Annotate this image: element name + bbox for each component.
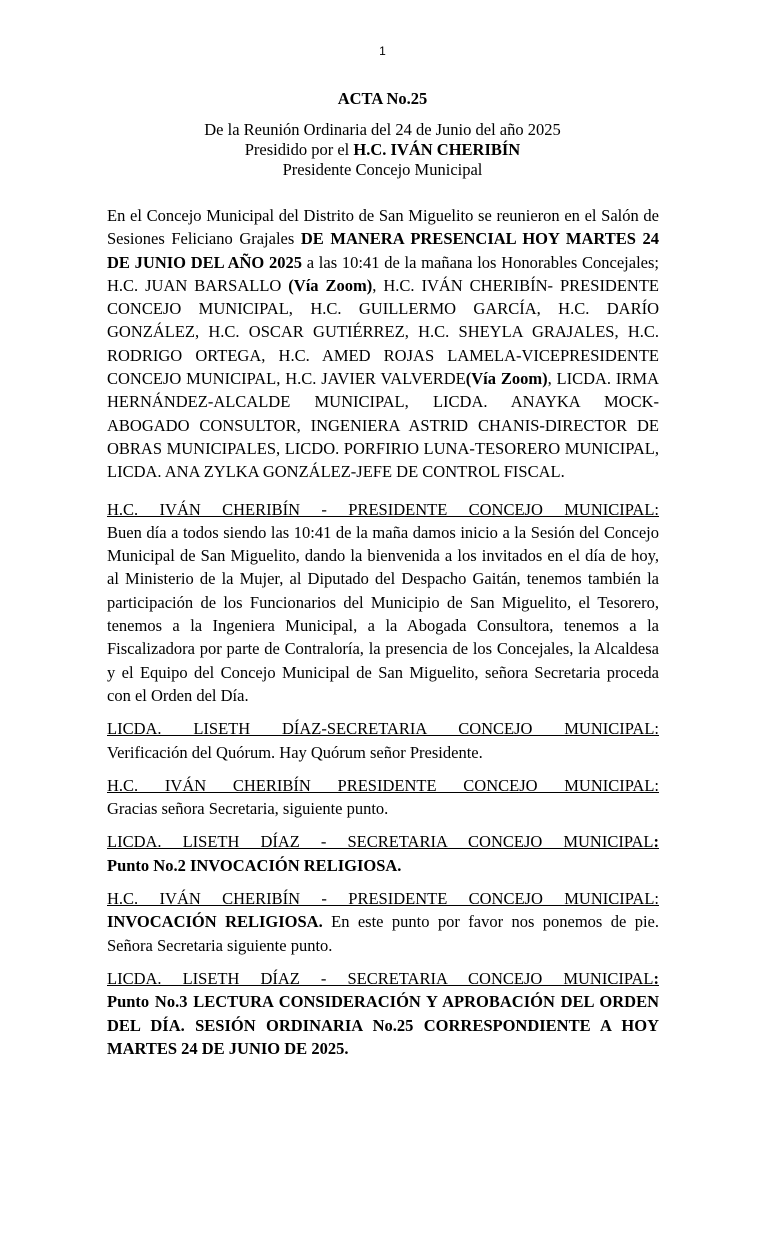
entry-paragraph [107,887,659,957]
entry-bold-lead: INVOCACIÓN RELIGIOSA. [107,912,323,932]
speaker-label [107,967,659,990]
intro-text-2: a las 10:41 de la mañana los Honorables Concejales; H.C. JUAN BARSALLO [107,252,659,295]
presiding-name: H.C. IVÁN CHERIBÍN [353,140,521,159]
entry-text: En este punto por favor nos ponemos de pie. Señora Secretaria siguiente punto. [107,912,659,955]
intro-bold-2: (Vía Zoom) [288,275,373,295]
speaker-label: H.C. IVÁN CHERIBÍN - PRESIDENTE CONCEJO MUNICIPAL: [107,889,659,909]
speaker-colon: : [653,832,659,852]
entry-bold-text: Punto No.3 LECTURA CONSIDERACIÓN Y APROBACIÓN DEL ORDEN DEL DÍA. SESIÓN ORDINARIA No.25 CORRESPONDIENTE A HOY MARTES 24 DE JUNIO DE 2025. [107,992,659,1058]
intro-paragraph [107,204,659,484]
entry-paragraph [107,967,659,1060]
speaker-name: LICDA. LISETH DÍAZ - SECRETARIA CONCEJO MUNICIPAL [107,968,654,988]
presided-line [0,140,765,160]
document-header [0,89,765,180]
intro-text-1: En el Concejo Municipal del Distrito de San Miguelito se reunieron en el Salón de Sesiones Feliciano Grajales [107,206,659,249]
speaker-label: H.C. IVÁN CHERIBÍN - PRESIDENTE CONCEJO MUNICIPAL: [107,499,659,519]
speaker-label [107,830,659,853]
entry-paragraph [107,717,659,764]
speaker-label: LICDA. LISETH DÍAZ-SECRETARIA CONCEJO MUNICIPAL: [107,719,659,739]
intro-bold-3: (Vía Zoom) [465,369,548,389]
entry-bold-text: Punto No.2 INVOCACIÓN RELIGIOSA. [107,855,402,875]
meeting-line: De la Reunión Ordinaria del 24 de Junio del año 2025 [204,120,561,139]
entry-text: Gracias señora Secretaria, siguiente punto. [107,799,389,819]
intro-bold-1: DE MANERA PRESENCIAL HOY MARTES 24 DE JUNIO DEL AÑO 2025 [107,229,660,272]
entry-paragraph [107,498,659,708]
speaker-name: LICDA. LISETH DÍAZ - SECRETARIA CONCEJO MUNICIPAL [107,832,654,852]
entry-text: Buen día a todos siendo las 10:41 de la maña damos inicio a la Sesión del Concejo Municipal de San Miguelito, dando la bienvenida a los invitados en el día de hoy, al Ministerio de la Mujer, al Diputado del Despacho Gaitán, tenemos también la participación de los Funcionarios del Municipio de San Miguelito, el Tesorero, tenemos a la Ingeniera Municipal, a la Abogada Consultora, tenemos a la Fiscalizadora por parte de Contraloría, la presencia de los Concejales, la Alcaldesa y el Equipo del Concejo Municipal de San Miguelito, señora Secretaria proceda con el Orden del Día. [107,522,659,705]
presided-prefix: Presidido por el [244,140,354,159]
entry-text: Verificación del Quórum. Hay Quórum señor Presidente. [107,742,483,762]
minutes-body [107,204,659,1060]
speaker-label: H.C. IVÁN CHERIBÍN PRESIDENTE CONCEJO MUNICIPAL: [107,775,659,795]
intro-text-3: , H.C. IVÁN CHERIBÍN- PRESIDENTE CONCEJO MUNICIPAL, H.C. GUILLERMO GARCÍA, H.C. DARÍO GONZÁLEZ, H.C. OSCAR GUTIÉRREZ, H.C. SHEYLA GRAJALES, H.C. RODRIGO ORTEGA, H.C. AMED ROJAS LAMELA-VICEPRESIDENTE CONCEJO MUNICIPAL, H.C. JAVIER VALVERDE [107,275,660,389]
page-number: 1 [379,44,386,58]
intro-text-4: , LICDA. IRMA HERNÁNDEZ-ALCALDE MUNICIPAL, LICDA. ANAYKA MOCK-ABOGADO CONSULTOR, INGENIERA ASTRID CHANIS-DIRECTOR DE OBRAS MUNICIPALES, LICDO. PORFIRIO LUNA-TESORERO MUNICIPAL, LICDA. ANA ZYLKA GONZÁLEZ-JEFE DE CONTROL FISCAL. [107,369,659,482]
speaker-colon: : [653,968,659,988]
presiding-role: Presidente Concejo Municipal [282,160,483,179]
entry-paragraph [107,830,659,877]
document-title: ACTA No.25 [337,89,428,108]
entry-paragraph [107,774,659,821]
